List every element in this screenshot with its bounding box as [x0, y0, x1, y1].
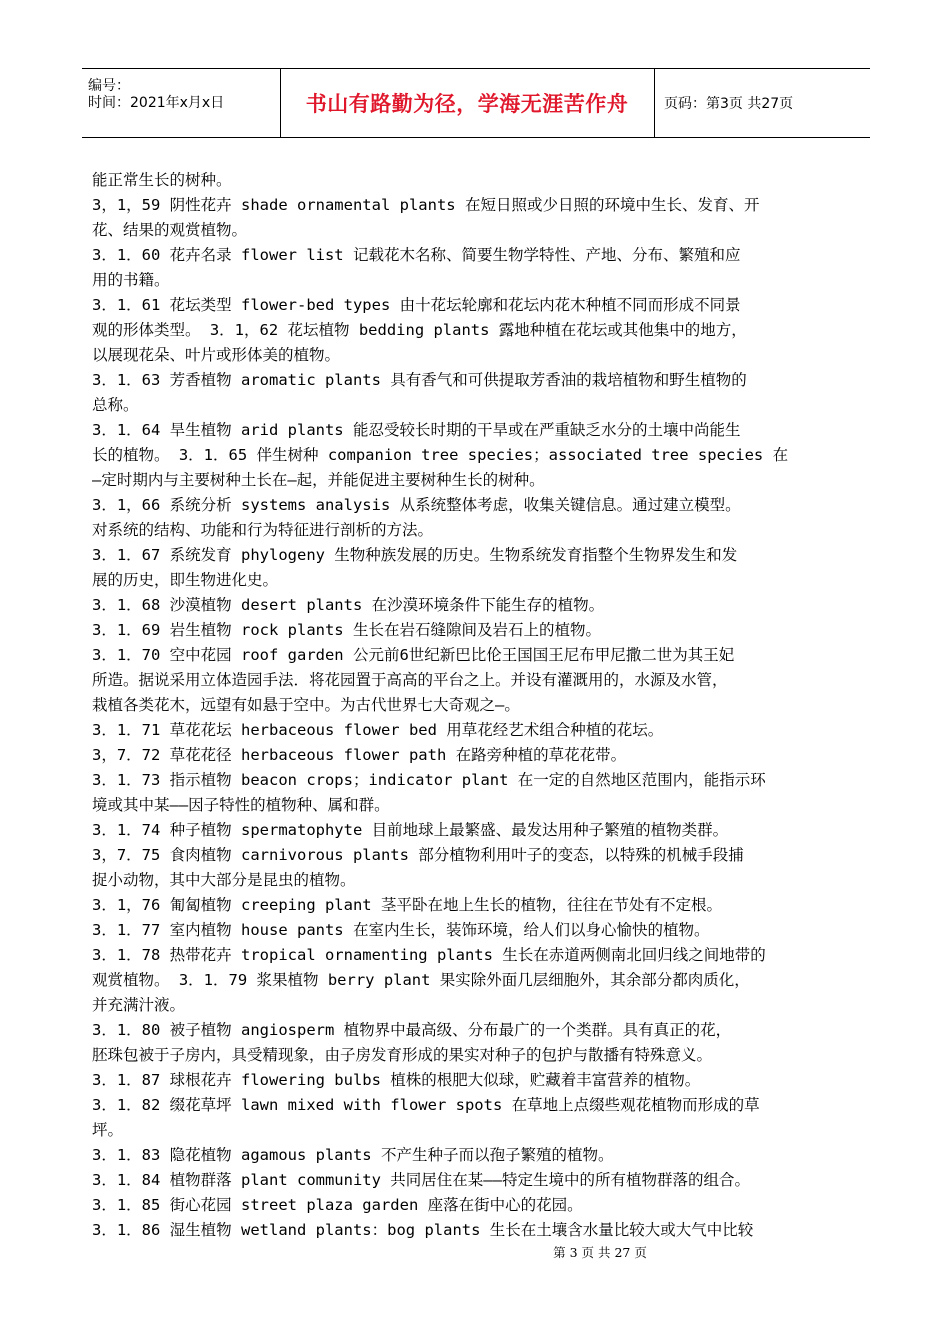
text-line: 3．1．83 隐花植物 agamous plants 不产生种子而以孢子繁殖的植物。: [92, 1146, 614, 1164]
text-line: 境或其中某——因子特性的植物种、属和群。: [92, 796, 390, 814]
header-page-cell: [654, 69, 870, 137]
text-line: 3．1．68 沙漠植物 desert plants 在沙漠环境条件下能生存的植物。: [92, 596, 605, 614]
text-line: 长的植物。 3．1．65 伴生树种 companion tree species；associated tree species 在: [92, 446, 789, 464]
text-line: 3．1．73 指示植物 beacon crops；indicator plant 在一定的自然地区范围内，能指示环: [92, 771, 766, 789]
document-number-label: 编号：: [88, 78, 130, 94]
text-line: 3．1．60 花卉名录 flower list 记载花木名称、简要生物学特性、产地、分布、繁殖和应: [92, 246, 741, 264]
document-date-label: 时间：2021年x月x日: [88, 95, 225, 111]
text-line: 展的历史，即生物进化史。: [92, 571, 279, 589]
text-line: —定时期内与主要树种土长在—起，并能促进主要树种生长的树种。: [92, 471, 545, 489]
header-page-number: 页码：第3页 共27页: [664, 96, 794, 112]
text-line: 3，7．72 草花花径 herbaceous flower path 在路旁种植的草花花带。: [92, 746, 627, 764]
header-motto-cell: [280, 69, 655, 137]
text-line: 所造。据说采用立体造园手法．将花园置于高高的平台之上。并设有灌溉用的，水源及水管，: [92, 671, 728, 689]
text-line: 3．1．70 空中花园 roof garden 公元前6世纪新巴比伦王国国王尼布甲尼撒二世为其王妃: [92, 646, 735, 664]
text-line: 3．1，76 匍匐植物 creeping plant 茎平卧在地上生长的植物，往往在节处有不定根。: [92, 896, 722, 914]
text-line: 栽植各类花木，远望有如悬于空中。为古代世界七大奇观之—。: [92, 696, 520, 714]
text-line: 3．1．67 系统发育 phylogeny 生物种族发展的历史。生物系统发育指整个生物界发生和发: [92, 546, 738, 564]
text-line: 坪。: [92, 1121, 124, 1139]
text-line: 3．1．84 植物群落 plant community 共同居住在某——特定生境中的所有植物群落的组合。: [92, 1171, 750, 1189]
text-line: 对系统的结构、功能和行为特征进行剖析的方法。: [92, 521, 434, 539]
text-line: 3．1．61 花坛类型 flower-bed types 由十花坛轮廓和花坛内花木种植不同而形成不同景: [92, 296, 741, 314]
text-line: 3．1，66 系统分析 systems analysis 从系统整体考虑，收集关键信息。通过建立模型。: [92, 496, 741, 514]
text-line: 3．1．64 旱生植物 arid plants 能忍受较长时期的干旱或在严重缺乏水分的土壤中尚能生: [92, 421, 741, 439]
text-line: 以展现花朵、叶片或形体美的植物。: [92, 346, 341, 364]
text-line: 胚珠包被于子房内，具受精现象，由子房发育形成的果实对种子的包护与散播有特殊意义。: [92, 1046, 713, 1064]
text-line: 并充满汁液。: [92, 996, 186, 1014]
text-line: 3．1．74 种子植物 spermatophyte 目前地球上最繁盛、最发达用种子繁殖的植物类群。: [92, 821, 729, 839]
text-line: 3．1．78 热带花卉 tropical ornamenting plants 生长在赤道两侧南北回归线之间地带的: [92, 946, 766, 964]
page-header: [82, 68, 870, 138]
text-line: 总称。: [92, 396, 139, 414]
text-line: 3．1．87 球根花卉 flowering bulbs 植株的根肥大似球，贮藏着丰富营养的植物。: [92, 1071, 701, 1089]
text-line: 3．1．63 芳香植物 aromatic plants 具有香气和可供提取芳香油的栽培植物和野生植物的: [92, 371, 747, 389]
text-line: 3．1．77 室内植物 house pants 在室内生长，装饰环境，给人们以身心愉快的植物。: [92, 921, 710, 939]
text-line: 3．1．80 被子植物 angiosperm 植物界中最高级、分布最广的一个类群。具有真正的花，: [92, 1021, 732, 1039]
document-body: [92, 168, 882, 1243]
header-motto: 书山有路勤为径，学海无涯苦作舟: [305, 92, 629, 116]
text-line: 3，7．75 食肉植物 carnivorous plants 部分植物利用叶子的变态，以特殊的机械手段捕: [92, 846, 744, 864]
text-line: 用的书籍。: [92, 271, 170, 289]
page-footer: 第 3 页 共 27 页: [553, 1245, 647, 1260]
text-line: 3．1．71 草花花坛 herbaceous flower bed 用草花经艺术组合种植的花坛。: [92, 721, 664, 739]
text-line: 花、结果的观赏植物。: [92, 221, 248, 239]
text-line: 3．1．69 岩生植物 rock plants 生长在岩石缝隙间及岩石上的植物。: [92, 621, 601, 639]
text-line: 3．1．82 缀花草坪 lawn mixed with flower spots 在草地上点缀些观花植物而形成的草: [92, 1096, 760, 1114]
text-line: 观赏植物。 3．1．79 浆果植物 berry plant 果实除外面几层细胞外，其余部分都肉质化，: [92, 971, 750, 989]
text-line: 观的形体类型。 3．1，62 花坛植物 bedding plants 露地种植在花坛或其他集中的地方，: [92, 321, 747, 339]
text-line: 3．1．85 街心花园 street plaza garden 座落在街中心的花园。: [92, 1196, 583, 1214]
text-line: 捉小动物，其中大部分是昆虫的植物。: [92, 871, 356, 889]
text-line: 3，1，59 阴性花卉 shade ornamental plants 在短日照或少日照的环境中生长、发育、开: [92, 196, 760, 214]
text-line: 能正常生长的树种。: [92, 171, 232, 189]
text-line: 3．1．86 湿生植物 wetland plants：bog plants 生长在土壤含水量比较大或大气中比较: [92, 1221, 754, 1239]
header-meta-cell: [82, 69, 281, 137]
